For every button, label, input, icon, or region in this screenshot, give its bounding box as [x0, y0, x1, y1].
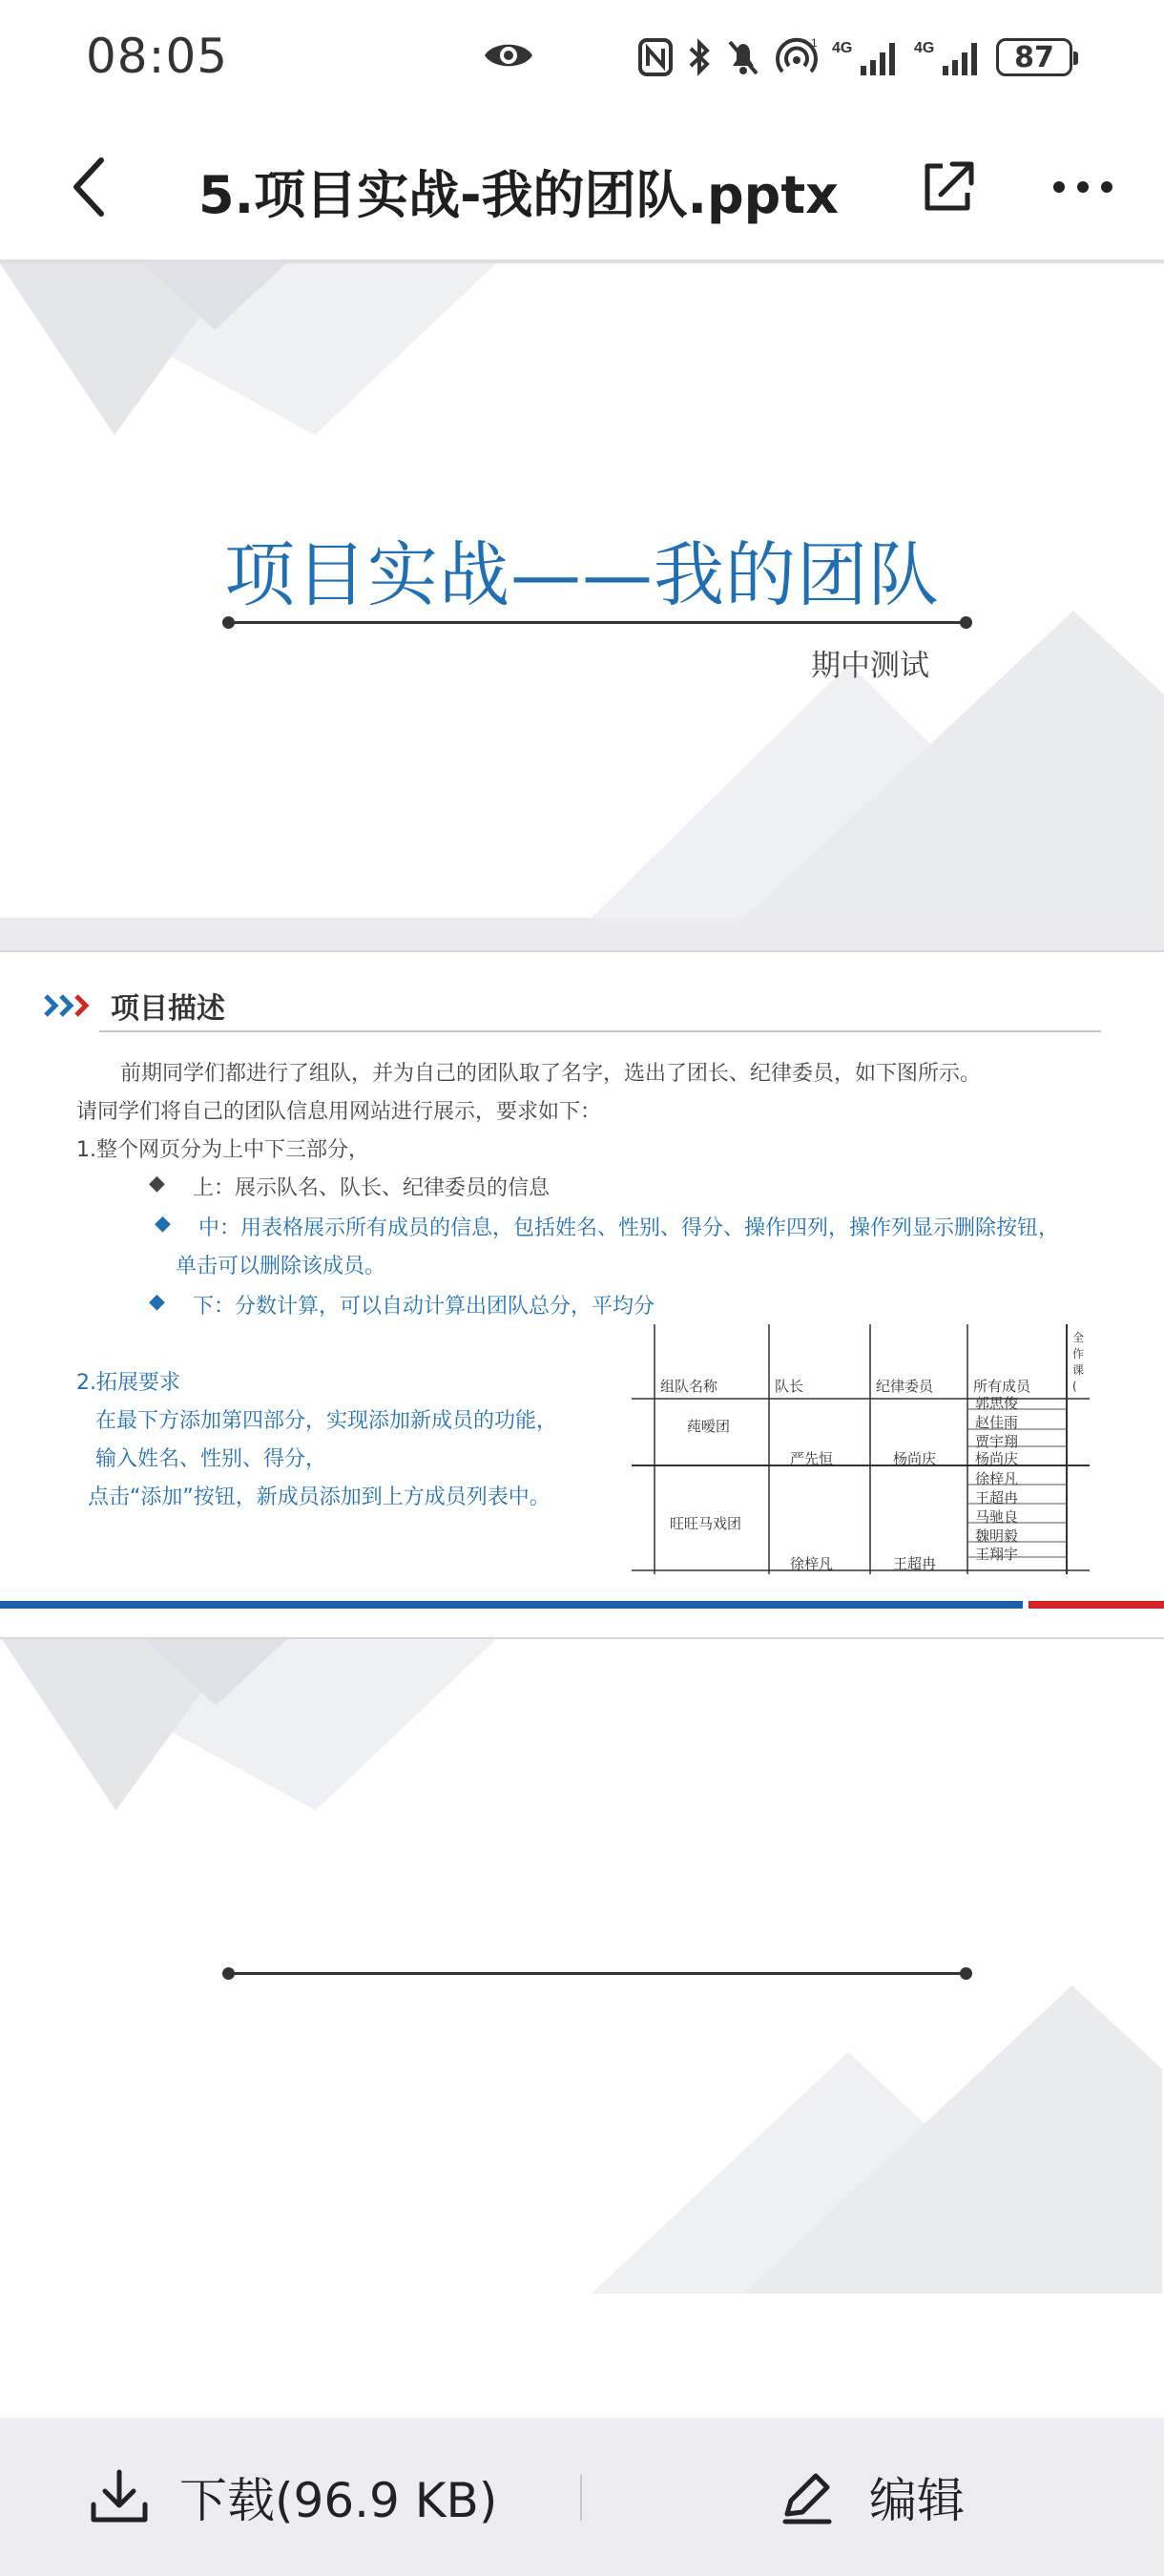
share-icon: [914, 153, 981, 219]
title-underline: [229, 1972, 966, 1975]
chevron-left-icon: [59, 151, 126, 223]
team-member: 王翔宇: [975, 1546, 1019, 1563]
bullet-diamond-icon: ◆: [155, 1212, 171, 1236]
hotspot-icon: [775, 37, 819, 77]
footer-bar-red: [1029, 1601, 1164, 1609]
team-captain: 徐梓凡: [790, 1555, 834, 1572]
team-captain: 严先恒: [790, 1450, 834, 1467]
team-name: 旺旺马戏团: [670, 1515, 742, 1532]
download-button[interactable]: [86, 2463, 497, 2530]
edit-label: 编辑: [869, 2473, 965, 2528]
desc-line-5: 中：用表格展示所有成员的信息，包括姓名、性别、得分、操作四列，操作列显示删除按钮，: [198, 1216, 1060, 1240]
document-title: 5.项目实战-我的团队.pptx: [198, 165, 839, 225]
desc-line-1: 前期同学们都进行了组队，并为自己的团队取了名字，选出了团长、纪律委员，如下图所示。: [120, 1062, 982, 1086]
heading-rule: [99, 1030, 1101, 1032]
team-member: 徐梓凡: [975, 1470, 1019, 1487]
eye-icon: [482, 36, 535, 78]
desc-line-3: 1.整个网页分为上中下三部分，: [76, 1138, 369, 1162]
table-header-cell: 所有成员: [973, 1378, 1031, 1395]
table-header-cell: 纪律委员: [876, 1378, 934, 1395]
line-dot-right: [960, 616, 972, 629]
desc-line-2: 请同学们将自己的团队信息用网站进行展示，要求如下：: [76, 1100, 602, 1124]
network-type-2: 4G: [914, 40, 935, 56]
status-time: 08:05: [86, 29, 229, 84]
bullet-diamond-icon: ◆: [149, 1290, 165, 1314]
slide-2[interactable]: [0, 950, 1164, 1609]
toolbar-divider: [580, 2475, 582, 2521]
team-member: 杨尚庆: [975, 1450, 1019, 1467]
team-member: 马驰良: [975, 1508, 1019, 1526]
svg-text:1: 1: [811, 37, 818, 50]
more-dots-icon: [1050, 168, 1116, 206]
line-dot-right: [960, 1967, 972, 1980]
slide-title: 项目实战——我的团队: [224, 534, 940, 616]
bluetooth-icon: [687, 37, 712, 77]
nfc-icon: [637, 37, 674, 77]
download-icon: [86, 2466, 153, 2527]
team-member: 郭思俊: [975, 1395, 1019, 1412]
more-button[interactable]: [1050, 168, 1116, 206]
team-table-image: [632, 1324, 1090, 1574]
slide-3[interactable]: [0, 1637, 1164, 2294]
chevrons-icon: [44, 992, 97, 1019]
desc-line-4: 上：展示队名、队长、纪律委员的信息: [193, 1176, 551, 1200]
bottom-toolbar: [0, 2418, 1164, 2576]
slide-gap: [0, 918, 1164, 950]
desc-line-9: 在最下方添加第四部分，实现添加新成员的功能，: [95, 1409, 558, 1433]
table-header-cell: 全作课(: [1072, 1331, 1085, 1393]
team-member: 赵佳雨: [975, 1414, 1019, 1431]
edit-button[interactable]: [778, 2463, 965, 2530]
app-header: [0, 113, 1164, 260]
desc-line-10: 输入姓名、性别、得分，: [95, 1447, 327, 1471]
signal-icon-2: [914, 37, 983, 77]
team-name: 莼嗳团: [687, 1418, 731, 1435]
team-member: 王超冉: [975, 1489, 1019, 1506]
slide-1[interactable]: [0, 263, 1164, 918]
status-icons: [637, 32, 1072, 82]
pencil-icon: [778, 2466, 835, 2527]
signal-icon: [832, 37, 901, 77]
battery-level: 87: [1014, 40, 1054, 74]
battery-icon: [996, 38, 1072, 76]
desc-line-8: 2.拓展要求: [76, 1371, 180, 1395]
back-button[interactable]: [59, 151, 126, 223]
desc-line-11: 点击“添加”按钮，新成员添加到上方成员列表中。: [88, 1485, 551, 1509]
title-underline: [229, 621, 966, 624]
bullet-diamond-icon: ◆: [149, 1172, 165, 1195]
section-heading: 项目描述: [111, 992, 225, 1026]
mute-bell-icon: [725, 37, 761, 77]
status-bar: [0, 0, 1164, 113]
table-header-cell: 组队名称: [660, 1378, 718, 1395]
team-member: 贾宇翔: [975, 1433, 1019, 1450]
table-grid: [632, 1324, 1090, 1574]
slide-background: [0, 1639, 1164, 2294]
team-member: 魏明毅: [975, 1527, 1019, 1545]
footer-bar-blue: [0, 1601, 1023, 1609]
slide-subtitle: 期中测试: [811, 649, 929, 683]
team-discipline: 杨尚庆: [893, 1450, 937, 1467]
download-label: 下载(96.9 KB): [179, 2473, 498, 2528]
desc-line-6: 单击可以删除该成员。: [176, 1255, 386, 1278]
network-type-1: 4G: [832, 40, 853, 56]
share-button[interactable]: [914, 153, 981, 219]
table-header-cell: 队长: [775, 1378, 804, 1395]
desc-line-7: 下：分数计算，可以自动计算出团队总分，平均分: [193, 1295, 655, 1319]
team-discipline: 王超冉: [893, 1555, 937, 1572]
